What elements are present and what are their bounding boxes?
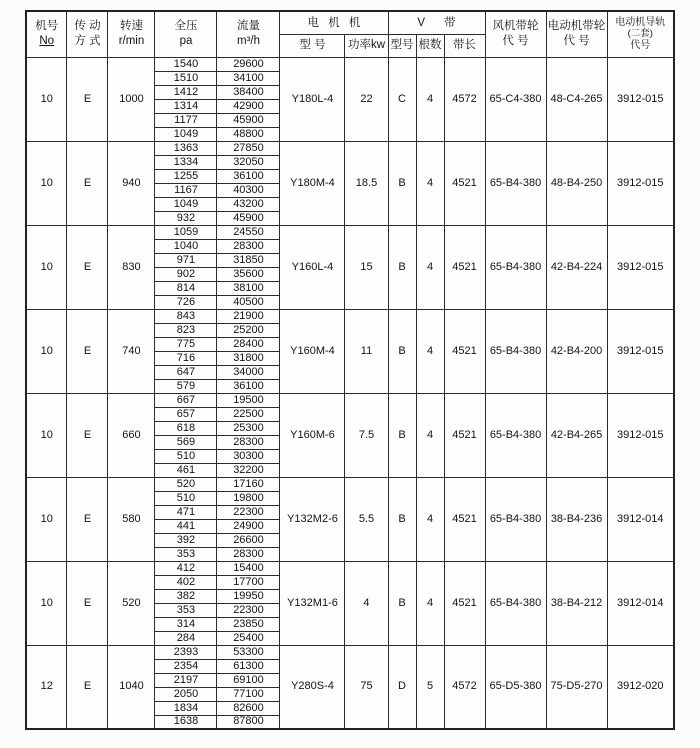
cell-motor-power: 11: [345, 309, 388, 393]
cell-flow: 38400: [217, 85, 280, 99]
cell-pressure: 823: [155, 323, 217, 337]
cell-pressure: 843: [155, 309, 217, 323]
cell-belt-length: 4572: [444, 57, 485, 141]
cell-rail-code: 3912-015: [607, 141, 674, 225]
cell-belt-count: 4: [416, 141, 444, 225]
cell-machine-no: 10: [26, 309, 67, 393]
cell-flow: 25300: [217, 421, 280, 435]
cell-rail-code: 3912-020: [607, 645, 674, 729]
cell-pressure: 1363: [155, 141, 217, 155]
cell-flow: 61300: [217, 659, 280, 673]
cell-fan-pulley-code: 65-B4-380: [485, 477, 546, 561]
cell-speed: 1040: [108, 645, 155, 729]
cell-motor-power: 4: [345, 561, 388, 645]
cell-pressure: 1510: [155, 71, 217, 85]
cell-pressure: 284: [155, 631, 217, 645]
cell-flow: 21900: [217, 309, 280, 323]
cell-pressure: 569: [155, 435, 217, 449]
header-speed: [108, 11, 155, 57]
cell-pressure: 1167: [155, 183, 217, 197]
cell-flow: 34000: [217, 365, 280, 379]
cell-belt-type: B: [388, 561, 416, 645]
cell-fan-pulley-code: 65-B4-380: [485, 141, 546, 225]
cell-fan-pulley-code: 65-C4-380: [485, 57, 546, 141]
cell-flow: 45900: [217, 113, 280, 127]
cell-pressure: 314: [155, 617, 217, 631]
header-vbelt-group: V 带: [388, 11, 485, 34]
cell-fan-pulley-code: 65-D5-380: [485, 645, 546, 729]
cell-pressure: 510: [155, 449, 217, 463]
cell-flow: 26600: [217, 533, 280, 547]
header-motor-rail: [607, 11, 674, 57]
cell-speed: 830: [108, 225, 155, 309]
cell-machine-no: 10: [26, 561, 67, 645]
cell-motor-model: Y180M-4: [280, 141, 345, 225]
header-motor-rail-l1: 电动机导轨: [615, 17, 666, 29]
cell-fan-pulley-code: 65-B4-380: [485, 393, 546, 477]
cell-flow: 22300: [217, 603, 280, 617]
cell-flow: 19800: [217, 491, 280, 505]
header-speed-cn: 转速: [119, 20, 143, 33]
cell-pressure: 441: [155, 519, 217, 533]
cell-pressure: 814: [155, 281, 217, 295]
cell-motor-power: 75: [345, 645, 388, 729]
cell-motor-model: Y160M-4: [280, 309, 345, 393]
cell-pressure: 1638: [155, 715, 217, 729]
header-motor-pulley-l2: 代 号: [563, 35, 590, 48]
cell-flow: 32200: [217, 463, 280, 477]
cell-pressure: 902: [155, 267, 217, 281]
cell-flow: 28300: [217, 239, 280, 253]
cell-flow: 24900: [217, 519, 280, 533]
header-motor-power: 功率kw: [345, 34, 388, 57]
cell-pressure: 932: [155, 211, 217, 225]
header-drive-l2: 方 式: [74, 35, 101, 48]
cell-flow: 38100: [217, 281, 280, 295]
cell-pressure: 1059: [155, 225, 217, 239]
cell-belt-type: D: [388, 645, 416, 729]
cell-motor-model: Y180L-4: [280, 57, 345, 141]
cell-flow: 45900: [217, 211, 280, 225]
cell-flow: 34100: [217, 71, 280, 85]
cell-machine-no: 12: [26, 645, 67, 729]
header-belt-length: 带长: [444, 34, 485, 57]
cell-drive-mode: E: [67, 225, 108, 309]
cell-speed: 940: [108, 141, 155, 225]
header-pressure-unit: pa: [179, 35, 193, 48]
cell-belt-count: 4: [416, 309, 444, 393]
cell-pressure: 726: [155, 295, 217, 309]
cell-belt-count: 5: [416, 645, 444, 729]
cell-pressure: 1834: [155, 701, 217, 715]
table-row: [26, 645, 674, 659]
cell-pressure: 2393: [155, 645, 217, 659]
cell-flow: 31800: [217, 351, 280, 365]
cell-motor-power: 22: [345, 57, 388, 141]
cell-motor-pulley-code: 38-B4-212: [546, 561, 607, 645]
cell-belt-count: 4: [416, 477, 444, 561]
cell-motor-pulley-code: 42-B4-265: [546, 393, 607, 477]
cell-rail-code: 3912-015: [607, 57, 674, 141]
cell-motor-power: 5.5: [345, 477, 388, 561]
cell-motor-power: 7.5: [345, 393, 388, 477]
header-flow-cn: 流量: [236, 20, 260, 33]
cell-flow: 48800: [217, 127, 280, 141]
cell-flow: 32050: [217, 155, 280, 169]
cell-belt-length: 4521: [444, 393, 485, 477]
cell-flow: 22300: [217, 505, 280, 519]
header-flow-unit: m³/h: [236, 35, 260, 48]
cell-drive-mode: E: [67, 561, 108, 645]
cell-belt-length: 4521: [444, 477, 485, 561]
cell-pressure: 657: [155, 407, 217, 421]
cell-pressure: 716: [155, 351, 217, 365]
header-motor-group: 电 机 机: [280, 11, 388, 34]
header-motor-pulley-l1: 电动机带轮: [547, 20, 606, 33]
cell-motor-model: Y132M2-6: [280, 477, 345, 561]
cell-pressure: 1412: [155, 85, 217, 99]
cell-pressure: 775: [155, 337, 217, 351]
header-pressure-cn: 全压: [174, 20, 198, 33]
cell-flow: 53300: [217, 645, 280, 659]
cell-pressure: 971: [155, 253, 217, 267]
cell-flow: 28300: [217, 435, 280, 449]
cell-flow: 87800: [217, 715, 280, 729]
cell-flow: 25200: [217, 323, 280, 337]
header-motor-pulley: [546, 11, 607, 57]
cell-drive-mode: E: [67, 477, 108, 561]
cell-flow: 19500: [217, 393, 280, 407]
cell-speed: 580: [108, 477, 155, 561]
cell-machine-no: 10: [26, 477, 67, 561]
cell-speed: 740: [108, 309, 155, 393]
cell-motor-pulley-code: 42-B4-200: [546, 309, 607, 393]
cell-pressure: 647: [155, 365, 217, 379]
cell-flow: 42900: [217, 99, 280, 113]
cell-pressure: 1255: [155, 169, 217, 183]
cell-pressure: 510: [155, 491, 217, 505]
table-row: [26, 309, 674, 323]
cell-flow: 23850: [217, 617, 280, 631]
table-row: [26, 141, 674, 155]
cell-machine-no: 10: [26, 141, 67, 225]
table-row: [26, 57, 674, 71]
cell-belt-count: 4: [416, 225, 444, 309]
cell-belt-type: B: [388, 309, 416, 393]
cell-motor-model: Y160L-4: [280, 225, 345, 309]
cell-pressure: 471: [155, 505, 217, 519]
cell-machine-no: 10: [26, 57, 67, 141]
cell-pressure: 618: [155, 421, 217, 435]
cell-flow: 19950: [217, 589, 280, 603]
cell-flow: 82600: [217, 701, 280, 715]
cell-flow: 31850: [217, 253, 280, 267]
cell-flow: 36100: [217, 169, 280, 183]
header-fan-pulley-l1: 风机带轮: [492, 20, 539, 33]
cell-motor-power: 18.5: [345, 141, 388, 225]
cell-pressure: 353: [155, 547, 217, 561]
cell-pressure: 579: [155, 379, 217, 393]
cell-pressure: 1334: [155, 155, 217, 169]
cell-pressure: 2354: [155, 659, 217, 673]
cell-pressure: 1314: [155, 99, 217, 113]
cell-flow: 30300: [217, 449, 280, 463]
cell-fan-pulley-code: 65-B4-380: [485, 309, 546, 393]
cell-pressure: 402: [155, 575, 217, 589]
cell-pressure: 412: [155, 561, 217, 575]
header-pressure: [155, 11, 217, 57]
cell-flow: 77100: [217, 687, 280, 701]
cell-flow: 40500: [217, 295, 280, 309]
cell-flow: 15400: [217, 561, 280, 575]
cell-motor-pulley-code: 48-C4-265: [546, 57, 607, 141]
cell-flow: 28400: [217, 337, 280, 351]
cell-flow: 17160: [217, 477, 280, 491]
cell-pressure: 520: [155, 477, 217, 491]
cell-drive-mode: E: [67, 645, 108, 729]
cell-speed: 660: [108, 393, 155, 477]
cell-speed: 1000: [108, 57, 155, 141]
cell-speed: 520: [108, 561, 155, 645]
cell-flow: 35600: [217, 267, 280, 281]
header-motor-rail-l2: (二套): [627, 27, 653, 39]
cell-belt-count: 4: [416, 561, 444, 645]
cell-belt-length: 4521: [444, 561, 485, 645]
cell-flow: 29600: [217, 57, 280, 71]
table-row: [26, 393, 674, 407]
cell-belt-length: 4521: [444, 141, 485, 225]
cell-belt-type: B: [388, 225, 416, 309]
cell-pressure: 1177: [155, 113, 217, 127]
cell-belt-count: 4: [416, 393, 444, 477]
cell-flow: 43200: [217, 197, 280, 211]
cell-pressure: 1540: [155, 57, 217, 71]
cell-belt-type: B: [388, 141, 416, 225]
cell-motor-pulley-code: 48-B4-250: [546, 141, 607, 225]
cell-motor-pulley-code: 42-B4-224: [546, 225, 607, 309]
cell-machine-no: 10: [26, 393, 67, 477]
cell-drive-mode: E: [67, 393, 108, 477]
cell-pressure: 353: [155, 603, 217, 617]
cell-flow: 40300: [217, 183, 280, 197]
header-machine-no-en: No: [39, 35, 55, 48]
cell-rail-code: 3912-015: [607, 393, 674, 477]
cell-rail-code: 3912-015: [607, 309, 674, 393]
header-flow: [217, 11, 280, 57]
cell-pressure: 1040: [155, 239, 217, 253]
cell-motor-power: 15: [345, 225, 388, 309]
cell-motor-pulley-code: 75-D5-270: [546, 645, 607, 729]
cell-motor-model: Y160M-6: [280, 393, 345, 477]
cell-flow: 25400: [217, 631, 280, 645]
cell-rail-code: 3912-014: [607, 561, 674, 645]
header-drive-l1: 传 动: [74, 20, 101, 33]
cell-pressure: 2050: [155, 687, 217, 701]
header-belt-model: 型号: [388, 34, 416, 57]
cell-belt-type: B: [388, 393, 416, 477]
table-row: [26, 561, 674, 575]
cell-rail-code: 3912-014: [607, 477, 674, 561]
header-motor-rail-l3: 代号: [630, 39, 651, 51]
header-drive-mode: [67, 11, 108, 57]
cell-flow: 24550: [217, 225, 280, 239]
header-speed-unit: r/min: [118, 35, 145, 48]
cell-belt-count: 4: [416, 57, 444, 141]
cell-flow: 28300: [217, 547, 280, 561]
header-belt-count: 根数: [416, 34, 444, 57]
header-machine-no-cn: 机号: [35, 20, 59, 33]
cell-machine-no: 10: [26, 225, 67, 309]
cell-drive-mode: E: [67, 57, 108, 141]
cell-pressure: 382: [155, 589, 217, 603]
cell-pressure: 667: [155, 393, 217, 407]
header-machine-no: [26, 11, 67, 57]
cell-motor-model: Y132M1-6: [280, 561, 345, 645]
cell-flow: 17700: [217, 575, 280, 589]
table-row: [26, 225, 674, 239]
cell-flow: 22500: [217, 407, 280, 421]
cell-belt-type: B: [388, 477, 416, 561]
cell-fan-pulley-code: 65-B4-380: [485, 561, 546, 645]
header-motor-model: 型 号: [280, 34, 345, 57]
cell-drive-mode: E: [67, 309, 108, 393]
table-header: [26, 11, 674, 57]
header-fan-pulley-l2: 代 号: [502, 35, 529, 48]
table-row: [26, 477, 674, 491]
cell-belt-type: C: [388, 57, 416, 141]
cell-pressure: 392: [155, 533, 217, 547]
cell-motor-pulley-code: 38-B4-236: [546, 477, 607, 561]
cell-belt-length: 4521: [444, 309, 485, 393]
cell-fan-pulley-code: 65-B4-380: [485, 225, 546, 309]
header-fan-pulley: [485, 11, 546, 57]
spec-table-body: [26, 57, 674, 729]
cell-belt-length: 4521: [444, 225, 485, 309]
cell-flow: 69100: [217, 673, 280, 687]
cell-drive-mode: E: [67, 141, 108, 225]
cell-pressure: 1049: [155, 197, 217, 211]
cell-pressure: 2197: [155, 673, 217, 687]
cell-flow: 36100: [217, 379, 280, 393]
cell-belt-length: 4572: [444, 645, 485, 729]
cell-rail-code: 3912-015: [607, 225, 674, 309]
cell-pressure: 461: [155, 463, 217, 477]
cell-motor-model: Y280S-4: [280, 645, 345, 729]
cell-flow: 27850: [217, 141, 280, 155]
cell-pressure: 1049: [155, 127, 217, 141]
fan-motor-spec-table: [25, 10, 675, 730]
